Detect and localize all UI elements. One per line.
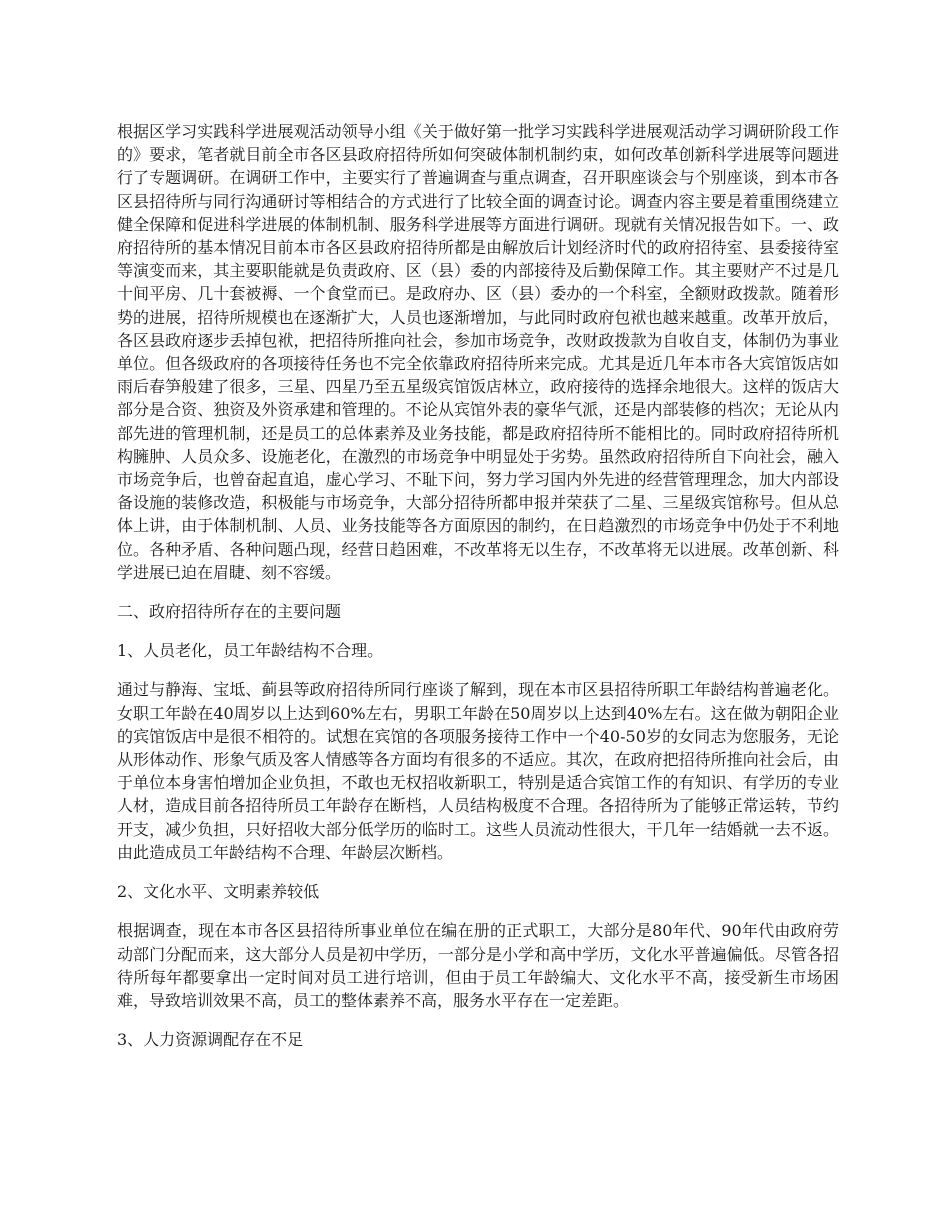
paragraph-education-level: 根据调查，现在本市各区县招待所事业单位在编在册的正式职工，大部分是80年代、90年代由政府劳动部门分配而来，这大部分人员是初中学历，一部分是小学和高中学历，文化水平普遍偏低。尽管各招待所每年都要拿出一定时间对员工进行培训，但由于员工年龄编大、文化水平不高，接受新生市场困难，导致培训效果不高，员工的整体素养不高，服务水平存在一定差距。: [117, 921, 839, 1010]
section-heading-main-problems: 二、政府招待所存在的主要问题: [117, 602, 342, 622]
intro-paragraph: 根据区学习实践科学进展观活动领导小组《关于做好第一批学习实践科学进展观活动学习调研阶段工作的》要求，笔者就目前全市各区县政府招待所如何突破体制机制约束，如何改革创新科学进展等问题进行了专题调研。在调研工作中，主要实行了普遍调查与重点调查，召开职座谈会与个别座谈，到本市各区县招待所与同行沟通研讨等相结合的方式进行了比较全面的调查讨论。调查内容主要是着重围绕建立健全保障和促进科学进展的体制机制、服务科学进展等方面进行调研。现就有关情况报告如下。一、政府招待所的基本情况目前本市各区县政府招待所都是由解放后计划经济时代的政府招待室、县委接待室等演变而来，其主要职能就是负责政府、区（县）委的内部接待及后勤保障工作。其主要财产不过是几十间平房、几十套被褥、一个食堂而已。是政府办、区（县）委办的一个科室，全额财政拨款。随着形势的进展，招待所规模也在逐渐扩大，人员也逐渐增加，与此同时政府包袱也越来越重。改革开放后，各区县政府逐步丢掉包袱，把招待所推向社会，参加市场竞争，改财政拨款为自收自支，体制仍为事业单位。但各级政府的各项接待任务也不完全依靠政府招待所来完成。尤其是近几年本市各大宾馆饭店如雨后春笋般建了很多，三星、四星乃至五星级宾馆饭店林立，政府接待的选择余地很大。这样的饭店大部分是合资、独资及外资承建和管理的。不论从宾馆外表的豪华气派，还是内部装修的档次；无论从内部先进的管理机制，还是员工的总体素养及业务技能，都是政府招待所不能相比的。同时政府招待所机构臃肿、人员众多、设施老化，在激烈的市场竞争中明显处于劣势。虽然政府招待所自下向社会，融入市场竞争后，也曾奋起直追，虚心学习、不耻下问，努力学习国内外先进的经营管理理念，加大内部设备设施的装修改造，积极能与市场竞争，大部分招待所都申报并荣获了二星、三星级宾馆称号。但从总体上讲，由于体制机制、人员、业务技能等各方面原因的制约，在日趋激烈的市场竞争中仍处于不利地位。各种矛盾、各种问题凸现，经营日趋困难，不改革将无以生存，不改革将无以进展。改革创新、科学进展已迫在眉睫、刻不容缓。: [117, 122, 839, 582]
subheading-hr-allocation: 3、人力资源调配存在不足: [117, 1030, 304, 1050]
document-page: [117, 120, 839, 1067]
paragraph-aging-staff: 通过与静海、宝坻、蓟县等政府招待所同行座谈了解到，现在本市区县招待所职工年龄结构普遍老化。女职工年龄在40周岁以上达到60%左右，男职工年龄在50周岁以上达到40%左右。这在做为朝阳企业的宾馆饭店中是很不相符的。试想在宾馆的各项服务接待工作中一个40-50岁的女同志为您服务，无论从形体动作、形象气质及客人情感等各方面均有很多的不适应。其次，在政府把招待所推向社会后，由于单位本身害怕增加企业负担，不敢也无权招收新职工，特别是适合宾馆工作的有知识、有学历的专业人材，造成目前各招待所员工年龄存在断档，人员结构极度不合理。各招待所为了能够正常运转，节约开支，减少负担，只好招收大部分低学历的临时工。这些人员流动性很大，干几年一结婚就一去不返。由此造成员工年龄结构不合理、年龄层次断档。: [117, 680, 839, 862]
subheading-education-level: 2、文化水平、文明素养较低: [117, 882, 320, 902]
subheading-aging-staff: 1、人员老化，员工年龄结构不合理。: [117, 641, 384, 661]
